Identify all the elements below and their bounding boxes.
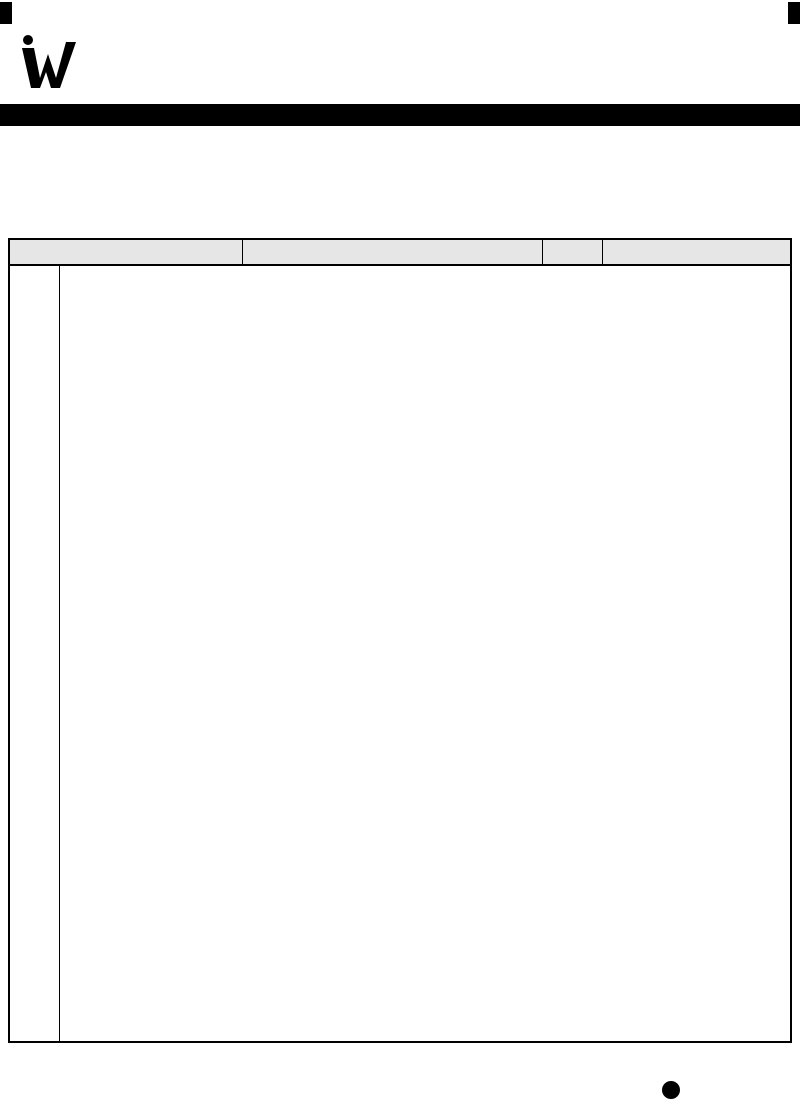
contact-row (258, 30, 798, 48)
contact-row (258, 83, 798, 101)
ad-tag-left (0, 2, 12, 24)
contact-list (258, 30, 798, 100)
ad-tag-right (788, 2, 800, 24)
table-header (10, 240, 790, 266)
company-bar (0, 104, 800, 126)
brand-mark-icon (18, 34, 78, 90)
header-price (542, 240, 602, 264)
brand-logo (18, 28, 258, 98)
header (8, 26, 792, 102)
page-footer (0, 1080, 800, 1100)
publisher-logo (662, 1081, 680, 1099)
page-title (0, 158, 800, 193)
header-features (242, 240, 542, 264)
region-sidebar (10, 266, 60, 1041)
header-dates (602, 240, 790, 264)
top-bar (0, 0, 800, 26)
contact-row (258, 48, 798, 66)
slogan (0, 130, 800, 154)
header-route (10, 240, 242, 264)
contact-row (258, 65, 798, 83)
itinerary-table (8, 238, 792, 1043)
